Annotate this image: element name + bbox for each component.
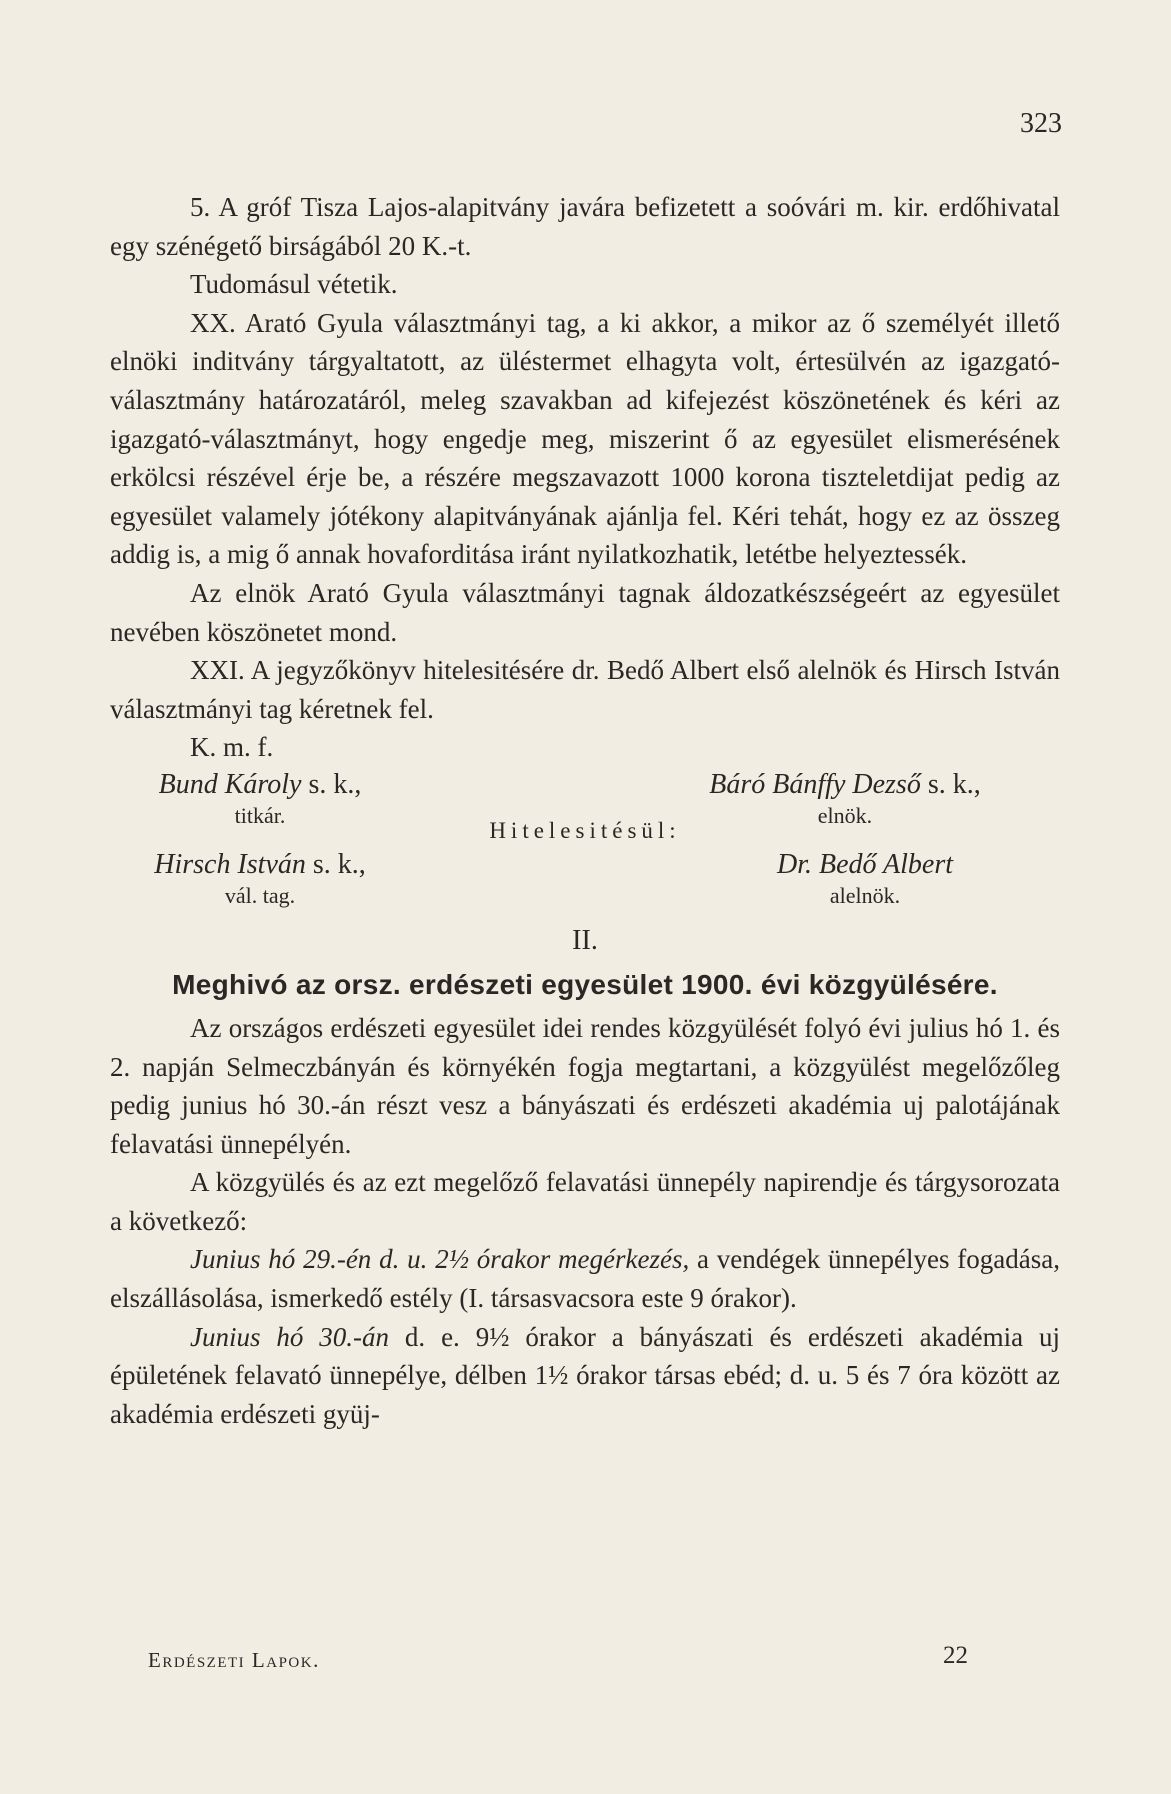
paragraph: A közgyülés és az ezt megelőző felavatási ünnepély napirendje és tárgysorozata a következő:: [110, 1167, 1060, 1236]
signer-name: Dr. Bedő Albert: [776, 848, 954, 880]
signer-role: titkár.: [234, 802, 286, 828]
paragraph: XXI. A jegyzőkönyv hitelesitésére dr. Bedő Albert első alelnök és Hirsch István választmányi tag kéretnek fel.: [110, 655, 1060, 724]
schedule-text: d. e. 9½ órakor a bányászati és erdészeti akadémia uj épületének felavató ünnepélye, délben 1½ órakor társas ebéd; d. u. 5 és 7 óra között az akadémia erdészeti gyüj-: [110, 1321, 1061, 1429]
signature-president: [630, 767, 1060, 829]
paragraph: Az országos erdészeti egyesület idei rendes közgyülését folyó évi julius hó 1. és 2. napján Selmeczbányán és környékén fogja megtartani, a közgyülést megelőzőleg pedig junius hó 30.-án részt vesz a bányászati és erdészeti akadémia uj palotájának felavatási ünnepélyén.: [110, 1012, 1060, 1159]
section-number: II.: [572, 924, 598, 956]
signature-row-1: [110, 767, 1060, 833]
paragraph: Tudomásul vétetik.: [190, 269, 398, 300]
signer-name: Bund Károly: [158, 768, 302, 800]
paragraph: Az elnök Arató Gyula választmányi tagnak áldozatkészségeért az egyesület nevében köszönetet mond.: [110, 577, 1060, 647]
signer-suffix: s. k.,: [920, 768, 981, 800]
signature-secretary: [110, 767, 410, 829]
section-heading: Meghivó az orsz. erdészeti egyesület 1900. évi közgyülésére.: [172, 968, 998, 1000]
signer-role: alelnök.: [829, 882, 901, 908]
journal-name: Erdészeti Lapok.: [148, 1648, 320, 1672]
signer-name: Hirsch István: [154, 848, 306, 880]
paragraph: 5. A gróf Tisza Lajos-alapitvány javára befizetett a soóvári m. kir. erdőhivatal egy szénégető birságából 20 K.-t.: [110, 192, 1060, 261]
schedule-date: Junius hó 29.-én d. u. 2½ órakor megérkezés,: [190, 1244, 690, 1275]
page-number: 323: [1020, 108, 1062, 139]
page-footer: [148, 1642, 968, 1673]
signer-name: Báró Bánffy Dezső: [709, 768, 921, 800]
signer-suffix: s. k.,: [301, 768, 362, 800]
signature-vice-president: [670, 847, 1060, 909]
closing-formula: K. m. f.: [190, 732, 274, 763]
signature-row-2: [110, 847, 1060, 913]
page-body: [110, 188, 1060, 1433]
signer-suffix: s. k.,: [305, 848, 366, 880]
signature-mark: 22: [943, 1642, 968, 1669]
authentication-label: Hitelesitésül:: [489, 817, 681, 843]
paragraph: [110, 1318, 1060, 1434]
signer-role: vál. tag.: [224, 882, 296, 908]
paragraph: [110, 1240, 1060, 1317]
schedule-date: Junius hó 30.-án: [190, 1321, 390, 1352]
signature-committee-member: [110, 847, 410, 909]
paragraph: XX. Arató Gyula választmányi tag, a ki akkor, a mikor az ő személyét illető elnöki inditvány tárgyaltatott, az üléstermet elhagyta volt, értesülvén az igazgató-választmány határozatáról, meleg szavakban ad kifejezést köszönetének és kéri az igazgató-választmányt, hogy engedje meg, miszerint ő az egyesület elismerésének erkölcsi részével érje be, a részére megszavazott 1000 korona tiszteletdijat pedig az egyesület valamely jótékony alapitványának ajánlja fel. Kéri tehát, hogy ez az összeg addig is, a mig ő annak hovaforditása iránt nyilatkozhatik, letétbe helyeztessék.: [110, 307, 1060, 570]
schedule-text: a vendégek ünnepélyes fogadása, elszállásolása, ismerkedő estély (I. társasvacsora este 9 órakor).: [110, 1244, 1060, 1314]
signer-role: elnök.: [817, 802, 873, 828]
